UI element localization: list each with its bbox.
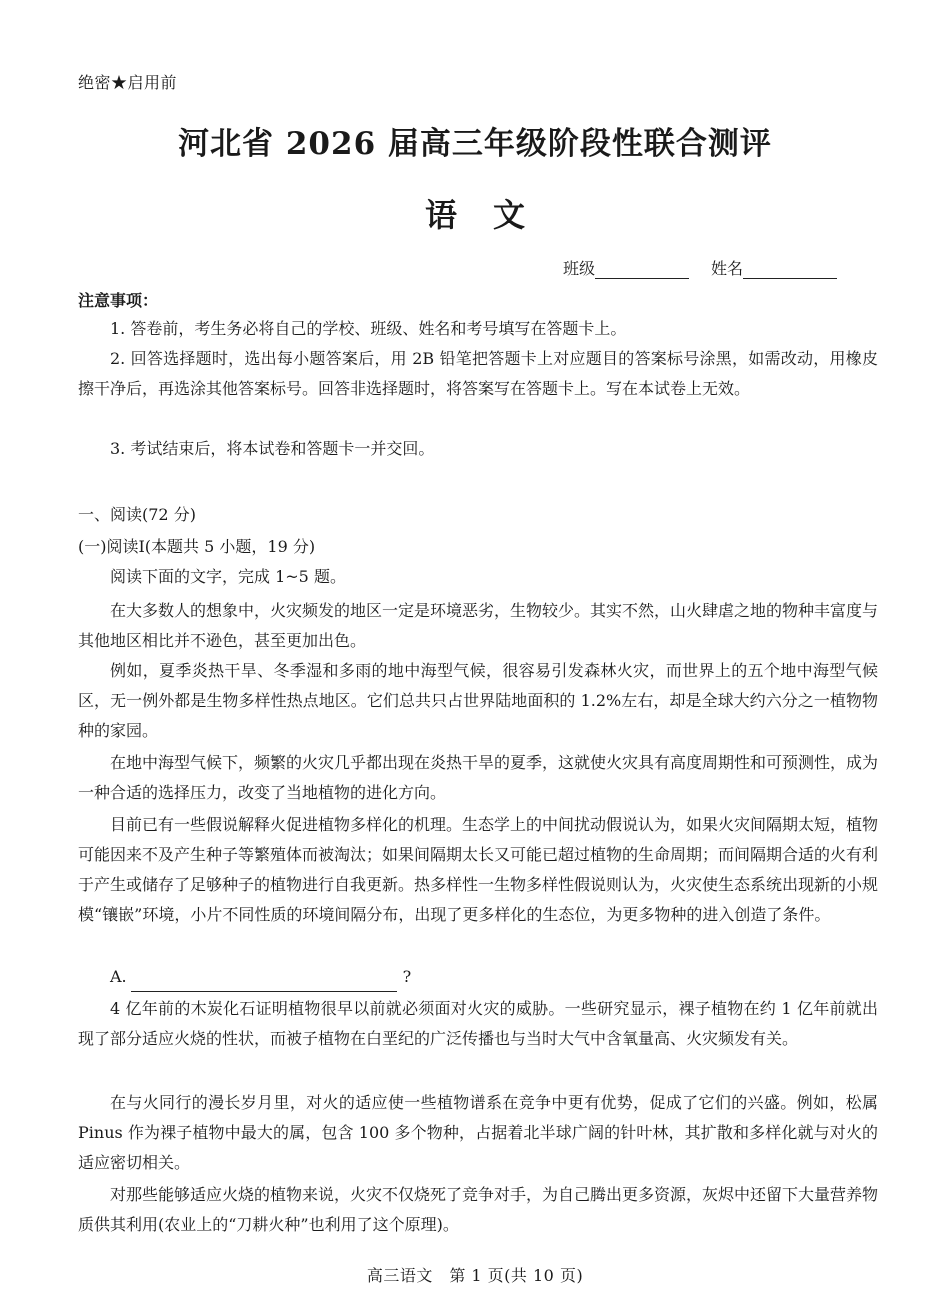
passage-paragraph-7: 对那些能够适应火烧的植物来说，火灾不仅烧死了竞争对手，为自己腾出更多资源，灰烬中还留下大量营养物质供其利用(农业上的“刀耕火种”也利用了这个原理)。 <box>78 1185 879 1234</box>
name-label: 姓名 <box>711 259 744 278</box>
passage-paragraph-5: 4 亿年前的木炭化石证明植物很早以前就必须面对火灾的威胁。一些研究显示，裸子植物在约 1 亿年前就出现了部分适应火烧的性状，而被子植物在白垩纪的广泛传播也与当时大气中含氧量高、火灾频发有关。 <box>78 999 878 1048</box>
name-blank <box>743 260 837 279</box>
notice-item-3: 3. 考试结束后，将本试卷和答题卡一并交回。 <box>110 439 435 458</box>
passage-paragraph-1: 在大多数人的想象中，火灾频发的地区一定是环境恶劣，生物较少。其实不然，山火肆虐之地的物种丰富度与其他地区相比并不逊色，甚至更加出色。 <box>78 601 879 650</box>
class-label: 班级 <box>563 259 596 278</box>
notice-heading: 注意事项： <box>78 291 159 310</box>
blank-question-line <box>131 971 397 992</box>
passage-paragraph-3: 在地中海型气候下，频繁的火灾几乎都出现在炎热干旱的夏季，这就使火灾具有高度周期性和可预测性，成为一种合适的选择压力，改变了当地植物的进化方向。 <box>78 753 879 802</box>
page-footer: 高三语文 第 1 页(共 10 页) <box>366 1266 584 1285</box>
passage-paragraph-6: 在与火同行的漫长岁月里，对火的适应使一些植物谱系在竞争中更有优势，促成了它们的兴盛。例如，松属 Pinus 作为裸子植物中最大的属，包含 100 多个物种，占据着北半球广阔的针叶林，其扩散和多样化就与对火的适应密切相关。 <box>78 1093 878 1172</box>
exam-title: 河北省 2026 届高三年级阶段性联合测评 <box>178 126 772 162</box>
class-blank <box>595 260 689 279</box>
passage-paragraph-4: 目前已有一些假说解释火促进植物多样化的机理。生态学上的中间扰动假说认为，如果火灾间隔期太短，植物可能因来不及产生种子等繁殖体而被淘汰；如果间隔期太长又可能已超过植物的生命周期；而间隔期合适的火有利于产生或储存了足够种子的植物进行自我更新。热多样性一生物多样性假说则认为，火灾使生态系统出现新的小规模“镶嵌”环境，小片不同性质的环境间隔分布，出现了更多样化的生态位，为更多物种的进入创造了条件。 <box>78 815 879 924</box>
secret-mark: 绝密★启用前 <box>78 73 178 92</box>
blank-question-label: A. <box>110 967 127 986</box>
blank-question-suffix: ? <box>402 967 412 986</box>
student-info-row <box>563 256 837 279</box>
blank-question <box>78 962 878 992</box>
part-title: 一、阅读(72 分) <box>78 505 196 524</box>
section-subtitle: (一)阅读Ⅰ(本题共 5 小题，19 分) <box>78 537 316 556</box>
notice-item-1: 1. 答卷前，考生务必将自己的学校、班级、姓名和考号填写在答题卡上。 <box>110 319 627 338</box>
subject-title: 语文 <box>424 196 561 234</box>
section-instruction: 阅读下面的文字，完成 1~5 题。 <box>110 567 346 586</box>
notice-item-2: 2. 回答选择题时，选出每小题答案后，用 2B 铅笔把答题卡上对应题目的答案标号涂黑，如需改动，用橡皮擦干净后，再选涂其他答案标号。回答非选择题时，将答案写在答题卡上。写在本试卷上无效。 <box>78 349 878 398</box>
passage-paragraph-2: 例如，夏季炎热干旱、冬季湿和多雨的地中海型气候，很容易引发森林火灾，而世界上的五个地中海型气候区，无一例外都是生物多样性热点地区。它们总共只占世界陆地面积的 1.2%左右，却是全球大约六分之一植物物种的家园。 <box>78 661 878 740</box>
